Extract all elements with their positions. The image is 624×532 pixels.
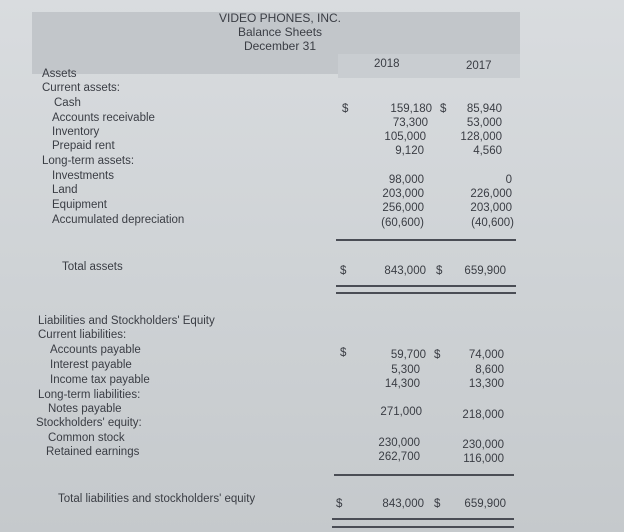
income-tax-payable-label: Income tax payable (50, 374, 150, 386)
total-assets-2018: 843,000 (384, 265, 426, 277)
total-liabilities-double-line-bottom (332, 526, 514, 528)
company-name: VIDEO PHONES, INC. (218, 11, 342, 25)
accounts-receivable-label: Accounts receivable (52, 112, 155, 124)
total-liabilities-label: Total liabilities and stockholders' equity (58, 493, 256, 505)
current-assets-heading: Current assets: (42, 82, 120, 94)
liabilities-subtotal-line (334, 474, 514, 476)
common-stock-2017: 230,000 (462, 439, 504, 451)
current-liabilities-heading: Current liabilities: (38, 329, 127, 341)
accumulated-depreciation-2018: (60,600) (381, 217, 424, 229)
common-stock-label: Common stock (48, 432, 125, 444)
longterm-liabilities-heading: Long-term liabilities: (38, 389, 141, 401)
accounts-payable-dollar-2018: $ (340, 347, 347, 359)
assets-subtotal-line (336, 239, 516, 241)
accounts-payable-2017: 74,000 (468, 349, 504, 361)
equipment-label: Equipment (52, 199, 107, 211)
income-tax-payable-2017: 13,300 (468, 378, 504, 390)
cash-label: Cash (54, 97, 81, 109)
total-assets-label: Total assets (62, 261, 123, 273)
total-assets-dollar-2018: $ (340, 265, 347, 277)
longterm-assets-heading: Long-term assets: (42, 155, 135, 167)
accounts-receivable-2017: 53,000 (466, 117, 502, 129)
cash-dollar-2018: $ (342, 103, 349, 115)
total-liabilities-double-line-top (332, 518, 514, 520)
common-stock-2018: 230,000 (378, 437, 420, 449)
year-band (338, 54, 520, 78)
year-2017: 2017 (466, 60, 492, 72)
cash-dollar-2017: $ (440, 103, 447, 115)
cash-2017: 85,940 (466, 103, 502, 115)
cash-2018: 159,180 (390, 103, 432, 115)
accounts-payable-label: Accounts payable (50, 344, 141, 356)
land-2018: 203,000 (382, 188, 424, 200)
total-liabilities-2018: 843,000 (382, 498, 424, 510)
accumulated-depreciation-label: Accumulated depreciation (52, 214, 185, 226)
inventory-label: Inventory (52, 126, 100, 138)
notes-payable-2018: 271,000 (380, 406, 422, 418)
accounts-receivable-2018: 73,300 (392, 117, 428, 129)
accumulated-depreciation-2017: (40,600) (471, 217, 514, 229)
total-liabilities-dollar-2018: $ (336, 498, 343, 510)
notes-payable-2017: 218,000 (462, 409, 504, 421)
prepaid-rent-2018: 9,120 (395, 145, 424, 157)
income-tax-payable-2018: 14,300 (384, 378, 420, 390)
interest-payable-2017: 8,600 (475, 364, 504, 376)
retained-earnings-2018: 262,700 (378, 451, 420, 463)
total-assets-double-line-bottom (336, 292, 516, 294)
retained-earnings-2017: 116,000 (463, 453, 504, 465)
total-assets-double-line-top (336, 285, 516, 287)
investments-2018: 98,000 (388, 174, 424, 186)
total-assets-dollar-2017: $ (436, 265, 443, 277)
inventory-2017: 128,000 (460, 131, 502, 143)
investments-label: Investments (52, 170, 114, 182)
assets-heading: Assets (42, 68, 77, 80)
notes-payable-label: Notes payable (48, 403, 122, 415)
investments-2017: 0 (505, 174, 512, 186)
accounts-payable-dollar-2017: $ (434, 349, 441, 361)
statement-date: December 31 (243, 39, 317, 53)
interest-payable-2018: 5,300 (391, 364, 420, 376)
year-2018: 2018 (374, 58, 400, 70)
land-label: Land (52, 184, 78, 196)
stockholders-equity-heading: Stockholders' equity: (36, 417, 142, 429)
prepaid-rent-2017: 4,560 (473, 145, 502, 157)
equipment-2018: 256,000 (382, 202, 424, 214)
total-assets-2017: 659,900 (464, 265, 506, 277)
prepaid-rent-label: Prepaid rent (52, 140, 115, 152)
equipment-2017: 203,000 (470, 202, 512, 214)
accounts-payable-2018: 59,700 (390, 349, 426, 361)
inventory-2018: 105,000 (384, 131, 426, 143)
land-2017: 226,000 (470, 188, 512, 200)
statement-title: Balance Sheets (237, 25, 323, 39)
total-liabilities-2017: 659,900 (464, 498, 506, 510)
interest-payable-label: Interest payable (50, 359, 132, 371)
total-liabilities-dollar-2017: $ (434, 498, 441, 510)
retained-earnings-label: Retained earnings (46, 446, 140, 458)
liabilities-heading: Liabilities and Stockholders' Equity (38, 315, 215, 327)
